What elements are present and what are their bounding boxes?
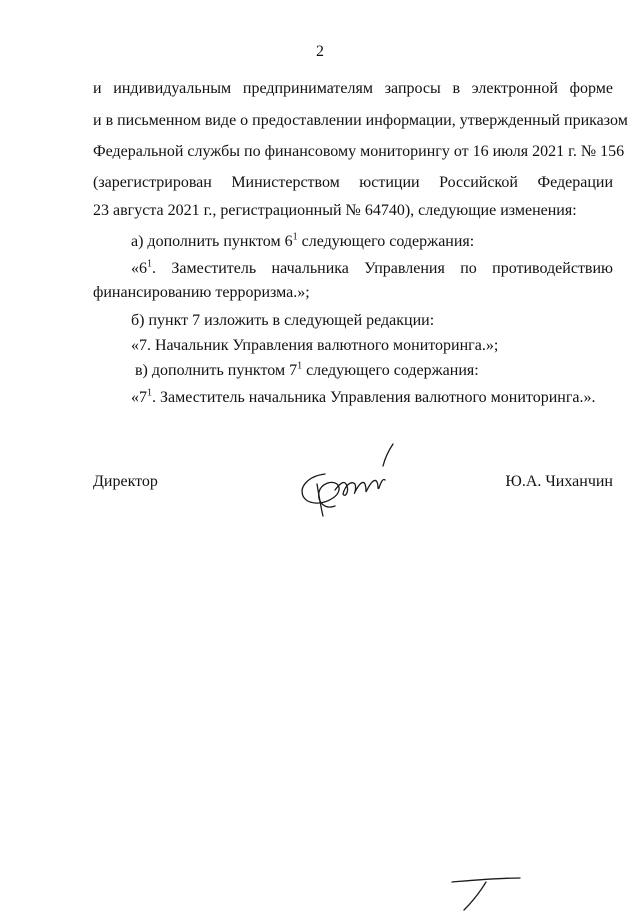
item-v-text-end: следующего содержания:: [302, 362, 479, 379]
handwritten-mark: [446, 872, 526, 912]
quote-1-continuation: финансированию терроризма.»;: [93, 284, 310, 301]
item-v: [135, 361, 613, 381]
quote-2: «7. Начальник Управления валютного мониторинга.»;: [131, 337, 499, 354]
signature-block: [0, 473, 640, 533]
quote-3-number: «7: [131, 389, 147, 406]
quote-1-number: «6: [131, 260, 147, 277]
item-a-text: а) дополнить пунктом 6: [131, 233, 293, 250]
quote-1: [131, 259, 613, 279]
page-number: 2: [316, 43, 324, 60]
handwritten-signature: [295, 440, 405, 520]
signer-name: Ю.А. Чиханчин: [505, 473, 613, 490]
item-v-text: в) дополнить пунктом 7: [135, 362, 298, 379]
quote-1-superscript: 1: [147, 258, 152, 270]
item-a-text-end: следующего содержания:: [297, 233, 475, 250]
item-a: [131, 232, 613, 252]
quote-3-superscript: 1: [147, 387, 152, 399]
text-line-3: Федеральной службы по финансовому мониторингу от 16 июля 2021 г. № 156: [93, 143, 625, 160]
quote-1-open: [131, 260, 152, 277]
quote-3: [131, 388, 613, 408]
text-line-5: 23 августа 2021 г., регистрационный № 64740), следующие изменения:: [93, 202, 577, 219]
text-line-1: и индивидуальным предпринимателям запросы в электронной форме: [93, 80, 613, 97]
quote-1-text: . Заместитель начальника Управления по противодействию: [152, 260, 613, 277]
signer-role: Директор: [93, 473, 158, 490]
item-b: б) пункт 7 изложить в следующей редакции:: [131, 312, 435, 329]
text-line-4: (зарегистрирован Министерством юстиции Российской Федерации: [93, 174, 613, 191]
item-v-superscript: 1: [297, 360, 303, 372]
item-a-superscript: 1: [292, 231, 298, 243]
quote-3-text: . Заместитель начальника Управления валютного мониторинга.».: [152, 389, 596, 406]
text-line-2: и в письменном виде о предоставлении информации, утвержденный приказом: [93, 112, 628, 129]
